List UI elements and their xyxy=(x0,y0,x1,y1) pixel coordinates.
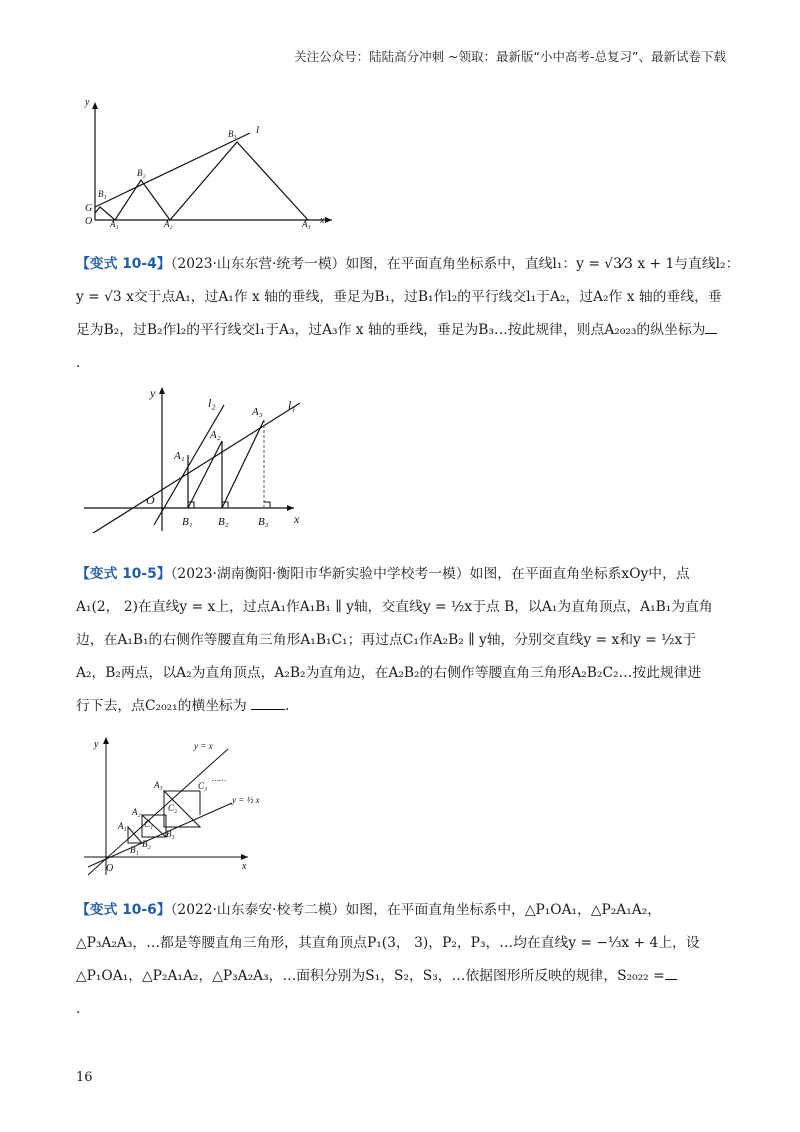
problem-10-5-line-5: 行下去，点C₂₀₂₁的横坐标为 xyxy=(76,698,247,714)
fig1-label-y: y xyxy=(85,97,90,108)
problem-10-6-line-4: . xyxy=(76,1001,81,1017)
problem-10-6 xyxy=(76,894,726,1026)
page-number: 16 xyxy=(76,1070,93,1085)
fig1-label-b1: B₁ xyxy=(98,189,107,199)
problem-10-4-line-4: . xyxy=(76,355,81,371)
problem-10-5-line-3: 边，在A₁B₁的右侧作等腰直角三角形A₁B₁C₁；再过点C₁作A₂B₂ ∥ y轴，分别交直线y = x和y = ½x于 xyxy=(76,632,697,648)
fig2-label-b3: B₃ xyxy=(258,516,269,528)
problem-10-4 xyxy=(76,248,740,380)
fig2-label-l1: l₁ xyxy=(288,398,296,412)
fig3-label-line-yx: y = x xyxy=(194,741,213,751)
problem-10-5-line-4: A₂，B₂两点，以A₂为直角顶点，A₂B₂为直角边，在A₂B₂的右侧作等腰直角三角形A₂B₂C₂…按此规律进 xyxy=(76,665,702,681)
fig3-label-b2: B₂ xyxy=(142,839,151,849)
fig2-label-b1: B₁ xyxy=(182,516,193,528)
fig1-label-x: x xyxy=(320,215,325,226)
fig3-label-c3: C₃ xyxy=(198,781,208,791)
figure-2-two-lines xyxy=(82,383,312,533)
fig3-label-b1: B₁ xyxy=(130,845,139,855)
fig2-label-a2: A₂ xyxy=(210,429,221,441)
problem-10-5: 【变式 10-5】（2023·湖南衡阳·衡阳市华新实验中学校考一模）如图，在平面直角坐标系xOy中，点 A₁(2， 2)在直线y = x上，过点A₁作A₁B₁ ∥ y轴，交直线y = ½x于点 B，以A₁为直角顶点，A₁B₁为直角 边，在A₁B₁的右侧作等腰直角三角形A₁B₁C₁；再过点C₁作A₂B₂ ∥ y轴，分别交直线y = x和y = ½x于 A₂，B₂两点，以A₂为直角顶点，A₂B₂为直角边，在A₂B₂的右侧作等腰直角三角形A₂B₂C₂…按此规律进 行下去，点C₂₀₂₁的横坐标为 . xyxy=(76,558,726,723)
fig2-label-b2: B₂ xyxy=(218,516,229,528)
fig3-label-a2: A₂ xyxy=(132,807,141,817)
page-header: 关注公众号：陆陆高分冲刺 ~领取：最新版“小中高考-总复习”、最新试卷下载 xyxy=(294,49,726,64)
problem-10-5-line-1: （2023·湖南衡阳·衡阳市华新实验中学校考一模）如图，在平面直角坐标系xOy中，点 xyxy=(170,566,690,582)
fig1-label-g: G xyxy=(85,203,93,214)
problem-10-6-line-1: （2022·山东泰安·校考二模）如图，在平面直角坐标系中，△P₁OA₁，△P₂A₁A₂， xyxy=(170,902,662,918)
problem-10-5-line-2: A₁(2， 2)在直线y = x上，过点A₁作A₁B₁ ∥ y轴，交直线y = ½x于点 B，以A₁为直角顶点，A₁B₁为直角 xyxy=(76,599,713,615)
fig2-label-a3: A₃ xyxy=(252,406,263,418)
fig1-label-a2: A₂ xyxy=(164,219,173,229)
fig2-label-y: y xyxy=(150,386,156,400)
fig1-label-l: l xyxy=(256,124,260,136)
fig3-label-x: x xyxy=(242,861,247,872)
answer-blank-10-5[interactable] xyxy=(251,708,285,710)
problem-10-4-tag: 【变式 10-4】 xyxy=(76,256,171,272)
fig2-label-x: x xyxy=(294,512,300,526)
fig1-label-o: O xyxy=(85,216,93,227)
figure-3-triangles xyxy=(82,735,292,880)
problem-10-6-tag: 【变式 10-6】 xyxy=(76,902,171,918)
problem-10-5-tag: 【变式 10-5】 xyxy=(76,566,171,582)
problem-10-4-line-3: 足为B₂，过B₂作l₂的平行线交l₁于A₃，过A₃作 x 轴的垂线，垂足为B₃…按此规律，则点A₂₀₂₃的纵坐标为 xyxy=(76,322,706,338)
fig3-label-c1: C₁ xyxy=(144,819,154,829)
fig1-label-b3: B₃ xyxy=(228,129,237,139)
fig1-label-a3: A₃ xyxy=(302,219,311,229)
fig3-label-a3: A₃ xyxy=(154,780,163,790)
fig3-label-y: y xyxy=(94,739,99,750)
fig3-label-line-half: y = ½ x xyxy=(232,795,260,805)
fig3-label-c2: C₂ xyxy=(168,803,178,813)
fig1-label-a1: A₁ xyxy=(110,219,119,229)
answer-blank-10-4[interactable] xyxy=(705,332,717,334)
fig3-label-a1: A₁ xyxy=(118,821,127,831)
fig3-label-o: O xyxy=(106,863,114,874)
fig3-label-b3: B₃ xyxy=(166,829,175,839)
answer-blank-10-6[interactable] xyxy=(665,978,677,980)
fig3-label-dots: …… xyxy=(212,774,227,783)
fig2-label-a1: A₁ xyxy=(174,450,185,462)
problem-10-6-line-2: △P₃A₂A₃，…都是等腰直角三角形，其直角顶点P₁(3， 3)，P₂，P₃，…均在直线y = −⅓x + 4上，设 xyxy=(76,935,700,951)
figure-1-zigzag xyxy=(80,95,350,230)
fig1-label-b2: B₂ xyxy=(137,168,146,178)
problem-10-4-line-1: （2023·山东东营·统考一模）如图，在平面直角坐标系中，直线l₁：y = √3⁄3 x + 1与直线l₂： xyxy=(170,256,740,272)
fig2-label-o: O xyxy=(146,493,155,507)
fig2-label-l2: l₂ xyxy=(208,396,216,410)
problem-10-6-line-3: △P₁OA₁，△P₂A₁A₂，△P₃A₂A₃，…面积分别为S₁，S₂，S₃，…依据图形所反映的规律，S₂₀₂₂ = xyxy=(76,968,665,984)
problem-10-4-line-2: y = √3 x交于点A₁，过A₁作 x 轴的垂线，垂足为B₁，过B₁作l₂的平行线交l₁于A₂，过A₂作 x 轴的垂线，垂 xyxy=(76,289,722,305)
